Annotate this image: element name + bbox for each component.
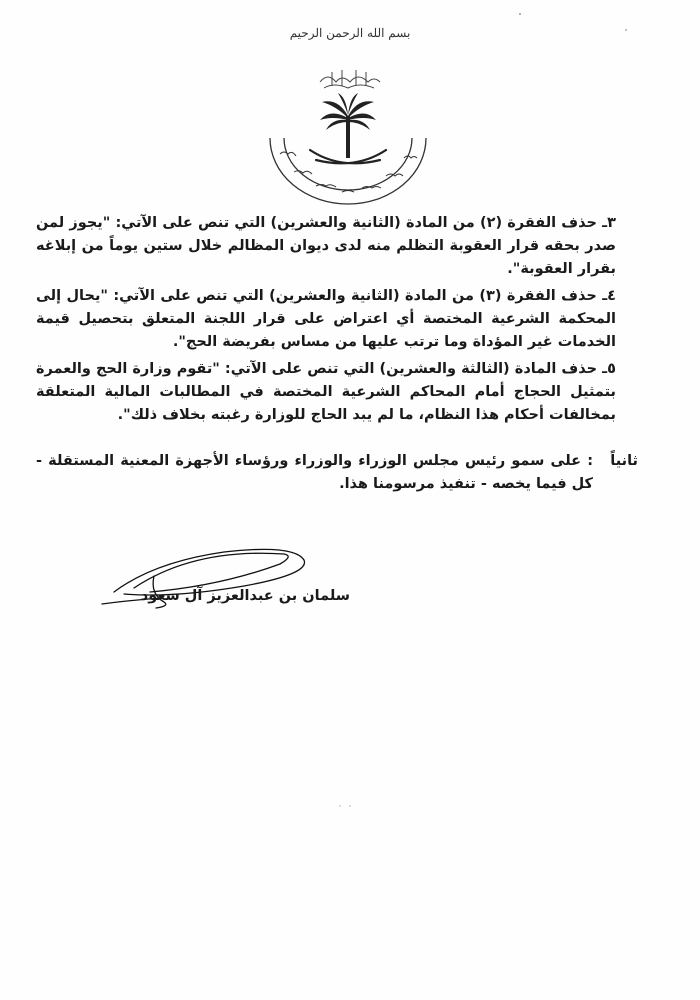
clause-label: ثانياً <box>610 453 638 469</box>
item-text: حذف المادة (الثالثة والعشرين) التي تنص على الآتي: "تقوم وزارة الحج والعمرة بتمثيل الحجاج أمام المحاكم الشرعية المختصة في المطالبات المالية المتعلقة بمخالفات أحكام هذا النظام، ما لم يبد الحاج للوزارة رغبته بخلاف ذلك". <box>36 361 616 423</box>
saudi-emblem-icon <box>258 58 438 208</box>
basmala: بسم الله الرحمن الرحيم <box>289 26 411 40</box>
signer-name: سلمان بن عبدالعزيز آل سعود <box>140 588 350 604</box>
handwritten-signature <box>94 530 324 620</box>
item-text: حذف الفقرة (٢) من المادة (الثانية والعشرين) التي تنص على الآتي: "يجوز لمن صدر بحقه قرار العقوبة التظلم منه لدى ديوان المظالم خلال ستين يوماً من إبلاغه بقرار العقوبة". <box>36 215 616 277</box>
second-clause <box>36 450 638 496</box>
item-number: ٥ـ <box>602 361 616 377</box>
item-number: ٣ـ <box>602 215 616 231</box>
decree-items <box>36 212 616 431</box>
clause-text: : على سمو رئيس مجلس الوزراء والوزراء ورؤساء الأجهزة المعنية المستقلة - كل فيما يخصه - تنفيذ مرسومنا هذا. <box>36 453 593 492</box>
decree-item-4 <box>36 285 616 354</box>
decree-item-3 <box>36 212 616 281</box>
item-text: حذف الفقرة (٣) من المادة (الثانية والعشرين) التي تنص على الآتي: "يحال إلى المحكمة الشرعية المختصة أي اعتراض على قرار اللجنة المتعلق بتحصيل قيمة الخدمات غير المؤداة وما ترتب عليها من مساس بفريضة الحج". <box>36 288 616 350</box>
decree-item-5 <box>36 358 616 427</box>
item-number: ٤ـ <box>602 288 617 304</box>
